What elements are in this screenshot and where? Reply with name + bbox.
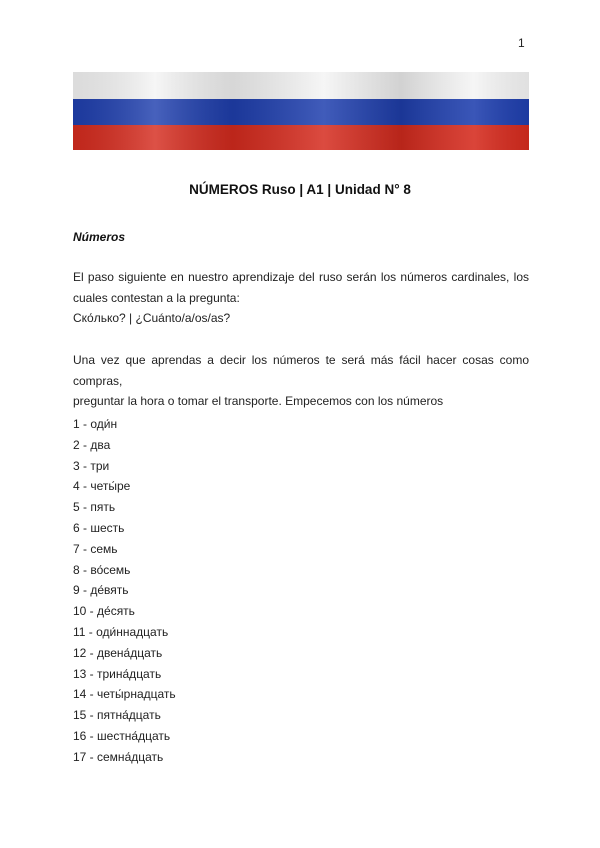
usage-line-1: Una vez que aprendas a decir los números te será más fácil hacer cosas como compras, bbox=[73, 353, 529, 388]
usage-line-2: preguntar la hora o tomar el transporte. Empecemos con los números bbox=[73, 394, 444, 408]
intro-line-1: El paso siguiente en nuestro aprendizaje del ruso serán los números cardinales, los bbox=[73, 270, 529, 284]
list-item: 16 - шестна́дцать bbox=[73, 728, 171, 743]
list-item: 13 - трина́дцать bbox=[73, 666, 162, 681]
section-heading: Números bbox=[73, 230, 126, 244]
list-item: 5 - пять bbox=[73, 500, 116, 515]
list-item: 15 - пятна́дцать bbox=[73, 708, 161, 723]
intro-line-3: Ско́лько? | ¿Cuánto/a/os/as? bbox=[73, 311, 231, 325]
list-item: 10 - де́сять bbox=[73, 604, 135, 619]
usage-paragraph bbox=[73, 350, 529, 412]
list-item: 9 - де́вять bbox=[73, 583, 129, 598]
list-item: 8 - во́семь bbox=[73, 562, 131, 577]
russian-flag-banner bbox=[73, 72, 529, 150]
list-item: 12 - двена́дцать bbox=[73, 645, 163, 660]
list-item: 6 - шесть bbox=[73, 520, 125, 535]
list-item: 4 - четы́ре bbox=[73, 479, 131, 494]
list-item: 17 - семна́дцать bbox=[73, 749, 164, 764]
list-item: 3 - три bbox=[73, 458, 110, 473]
numbers-list bbox=[73, 414, 176, 768]
list-item: 14 - четы́рнадцать bbox=[73, 687, 176, 702]
document-title: NÚMEROS Ruso | A1 | Unidad N° 8 bbox=[189, 182, 411, 197]
intro-line-2: cuales contestan a la pregunta: bbox=[73, 290, 240, 305]
list-item: 2 - два bbox=[73, 437, 111, 452]
list-item: 11 - оди́ннадцать bbox=[73, 624, 169, 639]
list-item: 7 - семь bbox=[73, 541, 118, 556]
list-item: 1 - оди́н bbox=[73, 417, 118, 431]
page-number: 1 bbox=[518, 36, 525, 50]
intro-paragraph bbox=[73, 267, 529, 329]
